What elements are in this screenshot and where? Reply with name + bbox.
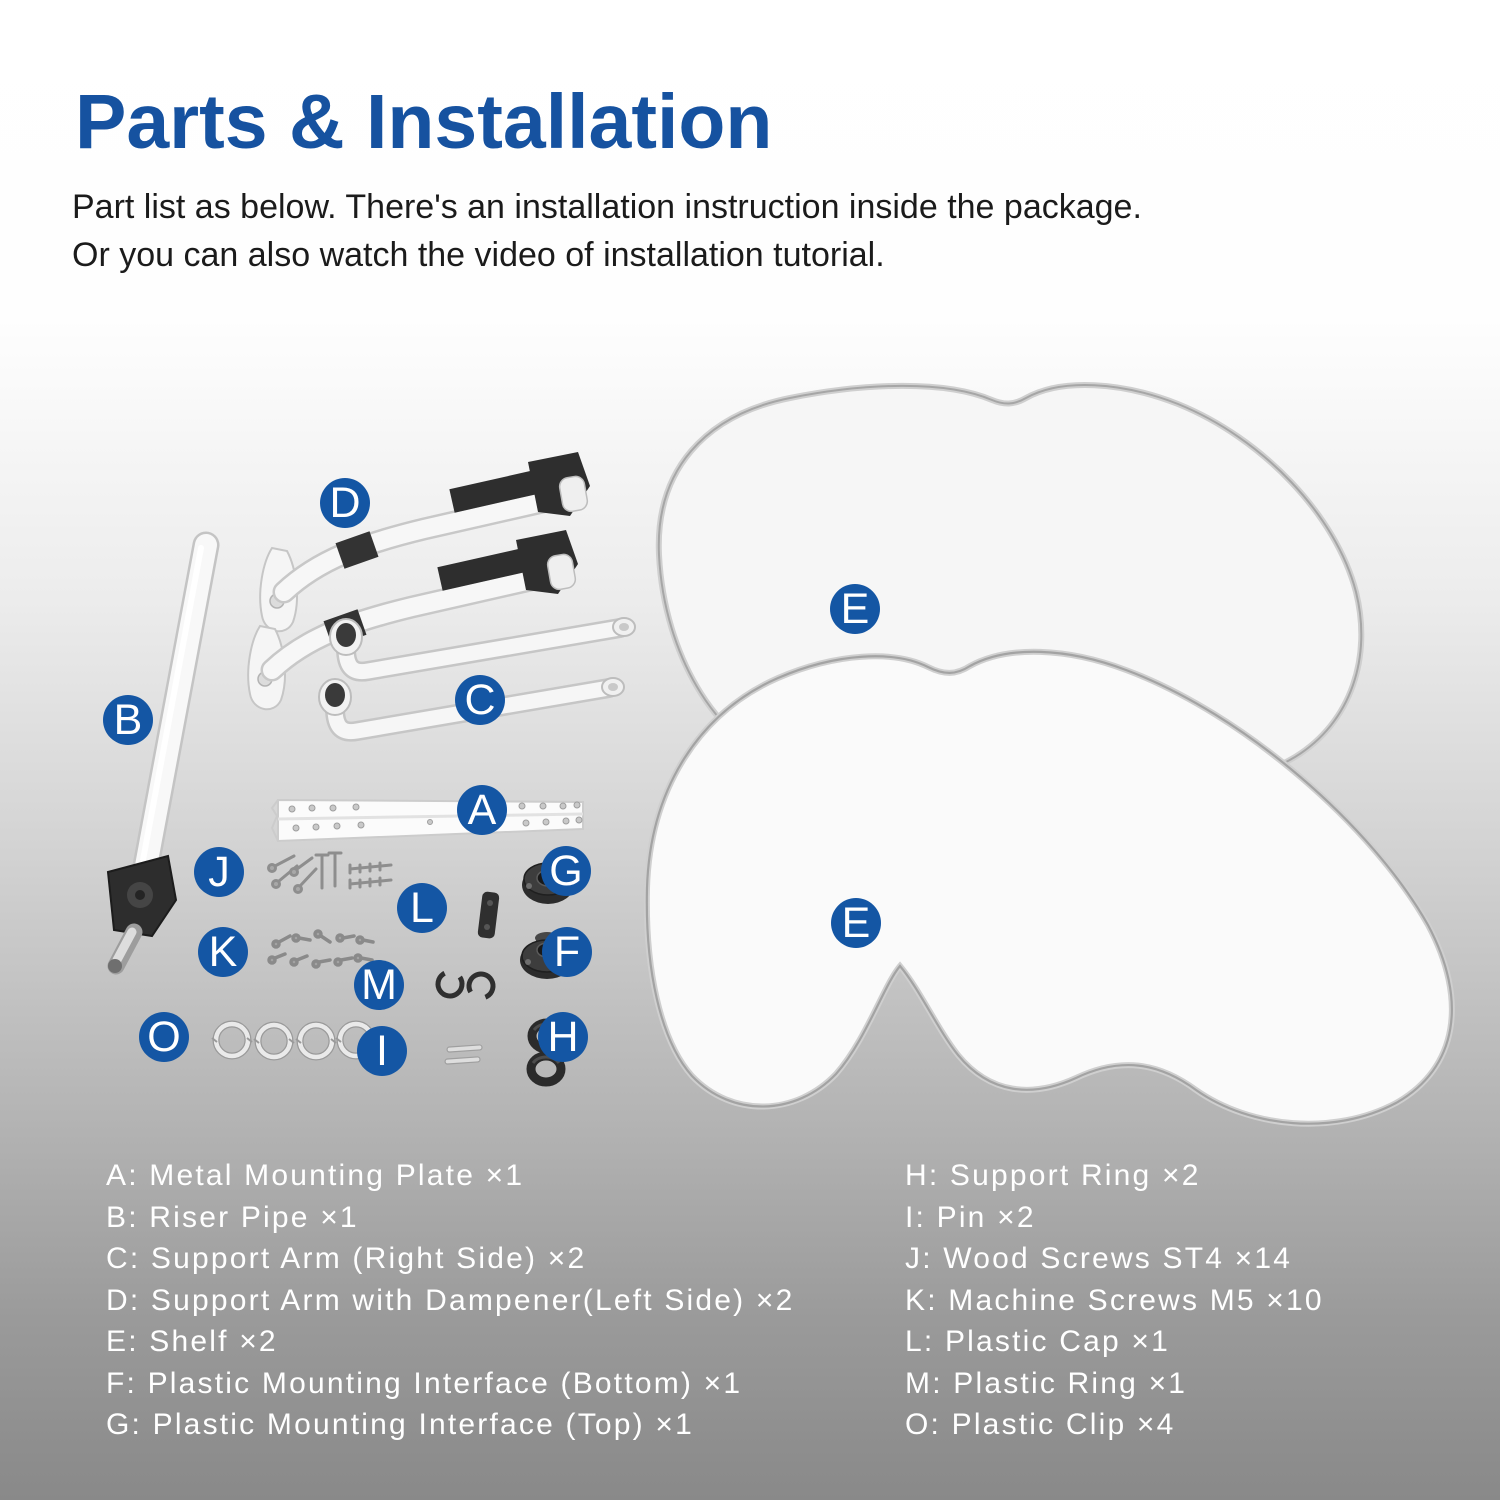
part-j-wood-screws-illustration [269,853,392,893]
part-m-plastic-ring-illustration [433,967,497,1002]
part-label-i: I [357,1026,407,1076]
part-a-mounting-plate-illustration [272,800,583,841]
part-list-item-f: F: Plastic Mounting Interface (Bottom) ×1 [106,1366,743,1400]
part-label-k: K [198,927,248,977]
part-list-item-j: J: Wood Screws ST4 ×14 [905,1242,1293,1275]
part-label-a: A [457,785,507,835]
part-label-j: J [194,847,244,897]
part-label-b: B [103,695,153,745]
part-list-item-a: A: Metal Mounting Plate ×1 [106,1159,525,1192]
part-list-item-k: K: Machine Screws M5 ×10 [905,1283,1324,1317]
part-label-f: F [542,927,592,977]
part-list-item-b: B: Riser Pipe ×1 [106,1200,359,1234]
parts-list-left-column [106,1155,896,1446]
part-list-item-o: O: Plastic Clip ×4 [905,1408,1176,1441]
part-label-m: M [354,960,404,1010]
part-label-e-bottom: E [831,898,881,948]
part-list-item-e: E: Shelf ×2 [106,1325,278,1358]
part-label-g: G [541,846,591,896]
part-list-item-d: D: Support Arm with Dampener(Left Side) ×2 [106,1283,795,1317]
part-list-item-h: H: Support Ring ×2 [905,1159,1201,1192]
description-line-2: Or you can also watch the video of installation tutorial. [72,236,885,274]
parts-list-right-column [905,1155,1465,1446]
part-i-pins-illustration [445,1045,482,1064]
part-list-item-c: C: Support Arm (Right Side) ×2 [106,1242,587,1275]
part-label-h: H [538,1012,588,1062]
part-list-item-g: G: Plastic Mounting Interface (Top) ×1 [106,1408,695,1441]
part-label-d: D [320,478,370,528]
part-label-l: L [397,883,447,933]
part-label-e-top: E [830,584,880,634]
part-list-item-m: M: Plastic Ring ×1 [905,1366,1188,1400]
part-l-plastic-cap-illustration [477,891,499,939]
part-b-riser-pipe-illustration [108,545,206,973]
part-list-item-i: I: Pin ×2 [905,1200,1036,1234]
part-label-o: O [139,1012,189,1062]
part-k-machine-screws-illustration [269,931,373,967]
description-line-1: Part list as below. There's an installation instruction inside the package. [72,188,1142,226]
part-label-c: C [455,675,505,725]
part-o-plastic-clips-illustration [212,1024,376,1057]
page-title: Parts & Installation [75,79,773,165]
part-list-item-l: L: Plastic Cap ×1 [905,1325,1171,1358]
